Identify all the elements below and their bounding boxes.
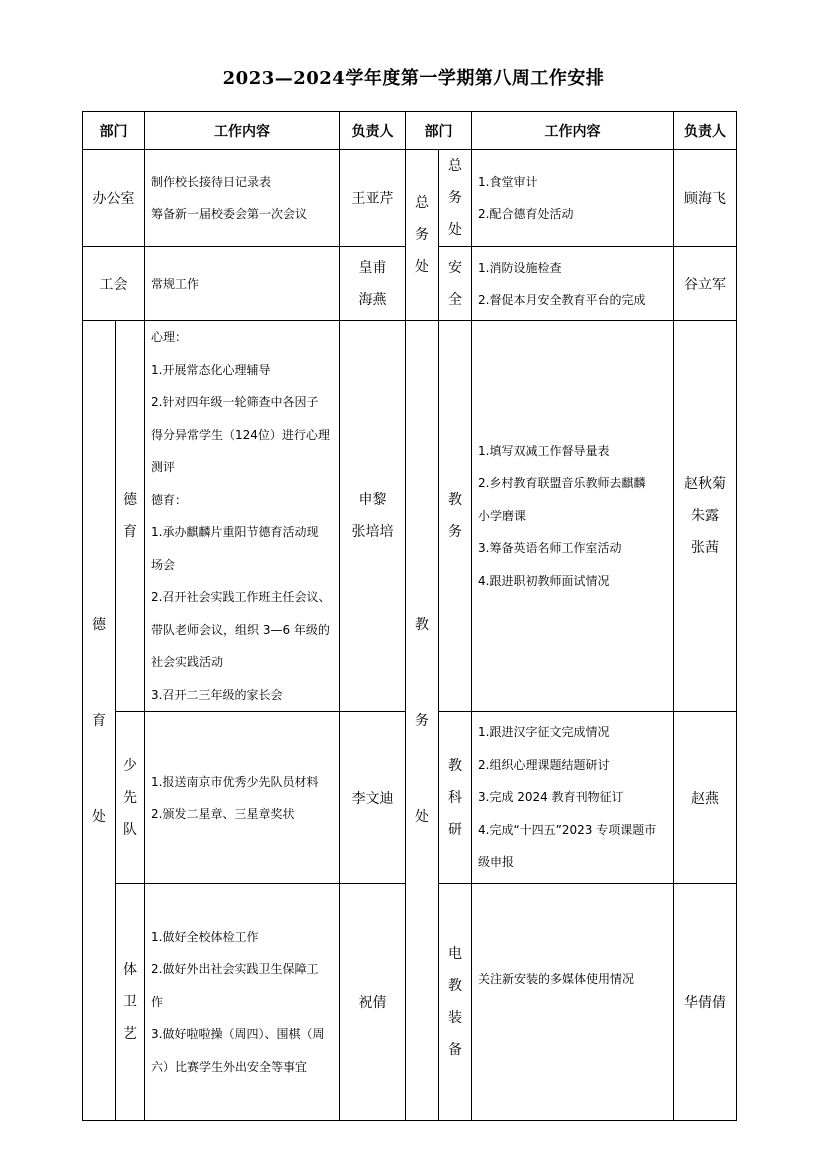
schedule-table (82, 111, 737, 1121)
sub-academic: 教 务 (439, 321, 472, 712)
sports-content (145, 884, 340, 1121)
content-line: 1.食堂审计 (478, 175, 538, 189)
sub-media: 电 教 装 备 (439, 884, 472, 1121)
header-owner: 负责人 (340, 112, 406, 150)
sub-sports: 体 卫 艺 (116, 884, 145, 1121)
content-line: 德育： (151, 492, 188, 507)
dept-deyu: 德 育 处 (83, 321, 116, 1121)
safety-content (472, 247, 674, 321)
page-title: 2023—2024学年度第一学期第八周工作安排 (222, 68, 605, 89)
sub-general: 总 务 处 (439, 150, 472, 247)
academic-owner: 赵秋菊 朱露 张茜 (674, 321, 737, 712)
content-line: 社会实践活动 (151, 655, 224, 669)
content-line: 级申报 (478, 855, 515, 870)
safety-owner: 谷立军 (674, 247, 737, 321)
research-owner: 赵燕 (674, 712, 737, 884)
union-content: 常规工作 (145, 247, 340, 321)
content-line: 4.完成“十四五”2023 专项课题市 (478, 822, 657, 837)
content-line: 2.督促本月安全教育平台的完成 (478, 292, 646, 307)
header-dept: 部门 (83, 112, 145, 150)
content-line: 筹备新一届校委会第一次会议 (151, 207, 308, 221)
pioneers-owner: 李文迪 (340, 712, 406, 884)
sports-owner: 祝倩 (340, 884, 406, 1121)
dept-jiaowu: 教 务 处 (406, 321, 439, 1121)
content-line: 1.承办麒麟片重阳节德育活动现 (151, 525, 319, 539)
content-line: 得分异常学生（124位）进行心理 (151, 427, 330, 442)
union-owner: 皇甫 海燕 (340, 247, 406, 321)
content-line: 心理： (151, 330, 188, 344)
content-line: 1.做好全校体检工作 (151, 929, 259, 944)
content-line: 4.跟进职初教师面试情况 (478, 573, 610, 588)
content-line: 2.配合德育处活动 (478, 207, 574, 221)
header-dept-2: 部门 (406, 112, 472, 150)
content-line: 1.跟进汉字征文完成情况 (478, 725, 610, 740)
content-line: 3.筹备英语名师工作室活动 (478, 541, 622, 556)
dept-office: 办公室 (83, 150, 145, 247)
sub-moral: 德 育 (116, 321, 145, 712)
content-line: 1.报送南京市优秀少先队员材料 (151, 774, 319, 789)
office-content (145, 150, 340, 247)
office-owner: 王亚芹 (340, 150, 406, 247)
content-line: 作 (151, 994, 164, 1009)
pioneers-content (145, 712, 340, 884)
header-row (83, 112, 737, 150)
content-line: 制作校长接待日记录表 (151, 175, 272, 189)
content-line: 场会 (151, 557, 176, 572)
media-content: 关注新安装的多媒体使用情况 (472, 884, 674, 1121)
content-line: 3.召开二三年级的家长会 (151, 687, 283, 702)
general-owner: 顾海飞 (674, 150, 737, 247)
content-line: 2.召开社会实践工作班主任会议、 (151, 590, 331, 604)
content-line: 2.组织心理课题结题研讨 (478, 757, 610, 772)
moral-content (145, 321, 340, 712)
header-content-2: 工作内容 (472, 112, 674, 150)
sub-pioneers: 少 先 队 (116, 712, 145, 884)
content-line: 3.做好啦啦操（周四）、围棋（周 (151, 1027, 325, 1042)
content-line: 2.乡村教育联盟音乐教师去麒麟 (478, 476, 646, 491)
table-row (83, 321, 737, 712)
content-line: 2.针对四年级一轮筛查中各因子 (151, 395, 319, 409)
sub-safety: 安 全 (439, 247, 472, 321)
content-line: 3.完成 2024 教育刊物征订 (478, 790, 624, 805)
general-content (472, 150, 674, 247)
sub-research: 教 科 研 (439, 712, 472, 884)
academic-content (472, 321, 674, 712)
content-line: 测评 (151, 460, 176, 474)
dept-union: 工会 (83, 247, 145, 321)
content-line: 小学磨课 (478, 508, 527, 523)
table-row (83, 150, 737, 247)
content-line: 2.颁发二星章、三星章奖状 (151, 806, 295, 821)
moral-owner: 申黎 张培培 (340, 321, 406, 712)
content-line: 2.做好外出社会实践卫生保障工 (151, 962, 319, 977)
content-line: 六）比赛学生外出安全等事宜 (151, 1059, 308, 1074)
header-owner-2: 负责人 (674, 112, 737, 150)
content-line: 1.填写双减工作督导量表 (478, 443, 610, 458)
content-line: 带队老师会议，组织 3—6 年级的 (151, 622, 330, 637)
header-content: 工作内容 (145, 112, 340, 150)
content-line: 1.开展常态化心理辅导 (151, 362, 271, 377)
media-owner: 华倩倩 (674, 884, 737, 1121)
dept-zongwu: 总 务 处 (406, 150, 439, 321)
content-line: 1.消防设施检查 (478, 260, 562, 275)
research-content (472, 712, 674, 884)
